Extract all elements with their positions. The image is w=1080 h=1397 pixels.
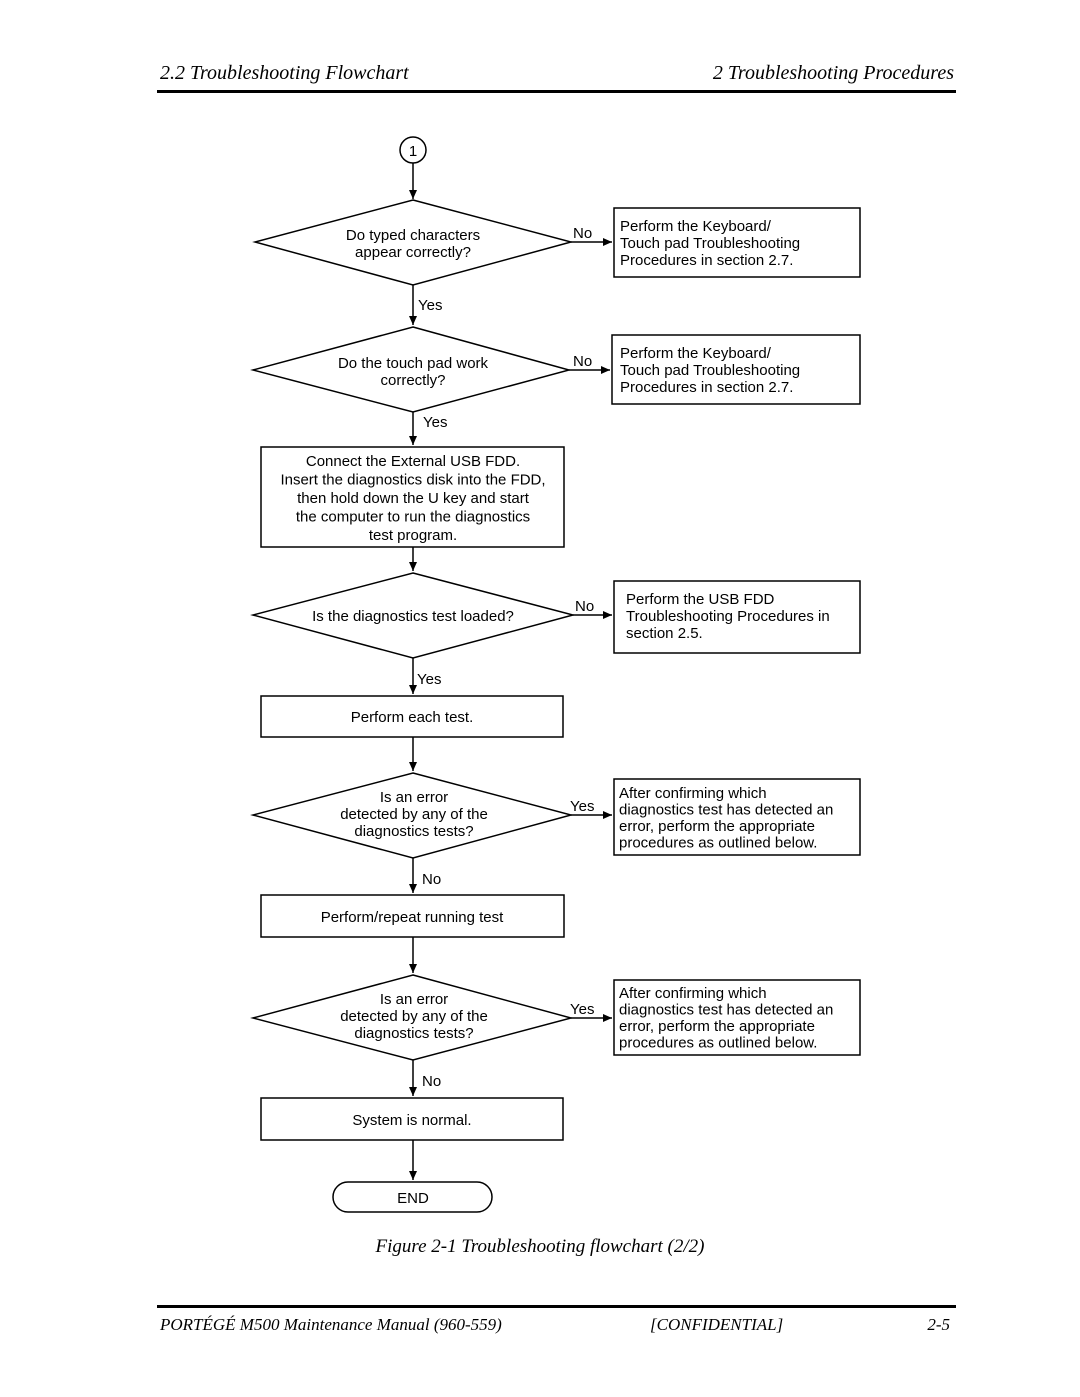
r2-text-line-2: Touch pad Troubleshooting <box>620 362 801 379</box>
p1-text-line-4: the computer to run the diagnostics <box>295 508 531 526</box>
p3-text <box>321 909 504 926</box>
q4-text-line-1: Is an error <box>379 789 449 806</box>
p2-text <box>351 709 474 726</box>
q4-text-line-3: diagnostics tests? <box>354 823 474 840</box>
q5-text-line-3: diagnostics tests? <box>354 1025 474 1042</box>
footer-rule <box>157 1305 956 1308</box>
r2-text-line-3: Procedures in section 2.7. <box>620 379 794 396</box>
r5-text-line-2: diagnostics test has detected an <box>619 1001 834 1019</box>
r5-text-line-4: procedures as outlined below. <box>619 1034 818 1052</box>
p1-text-line-1: Connect the External USB FDD. <box>305 453 521 470</box>
end-label: END <box>397 1190 429 1207</box>
q3-text-line-1: Is the diagnostics test loaded? <box>312 608 514 625</box>
q5-text-line-2: detected by any of the <box>340 1008 488 1025</box>
r5-text-line-3: error, perform the appropriate <box>619 1018 815 1035</box>
header-section-title: 2.2 Troubleshooting Flowchart <box>160 62 409 84</box>
q2-text-line-1: Do the touch pad work <box>337 355 489 372</box>
q4-text-line-2: detected by any of the <box>340 806 488 823</box>
r1-text-line-3: Procedures in section 2.7. <box>620 252 794 269</box>
r4-text-line-3: error, perform the appropriate <box>619 818 815 835</box>
q5-no-label: No <box>422 1073 442 1090</box>
p4-text <box>352 1112 471 1129</box>
q5-text-line-1: Is an error <box>379 991 449 1008</box>
start-connector-label: 1 <box>408 143 418 160</box>
q1-yes-label: Yes <box>418 297 443 314</box>
r1-text-line-2: Touch pad Troubleshooting <box>620 235 801 252</box>
p4-text-line-1: System is normal. <box>352 1112 472 1129</box>
footer-confidential: [CONFIDENTIAL] <box>650 1315 784 1334</box>
r1-text-line-1: Perform the Keyboard/ <box>620 218 771 235</box>
header-chapter-title: 2 Troubleshooting Procedures <box>712 62 954 84</box>
footer-page-number: 2-5 <box>927 1315 950 1334</box>
r3-text-line-3: section 2.5. <box>626 625 703 642</box>
q4-yes-label: Yes <box>570 798 595 815</box>
r4-text-line-2: diagnostics test has detected an <box>619 801 834 819</box>
q3-yes-label: Yes <box>417 671 442 688</box>
q2-text-line-2: correctly? <box>380 372 446 389</box>
r2-text-line-1: Perform the Keyboard/ <box>620 345 771 362</box>
q1-text-line-1: Do typed characters <box>345 227 481 244</box>
q1-no-label: No <box>573 225 593 242</box>
q2-yes-label: Yes <box>423 414 448 431</box>
p3-text-line-1: Perform/repeat running test <box>320 909 504 926</box>
footer-manual-title: PORTÉGÉ M500 Maintenance Manual (960-559) <box>160 1315 502 1334</box>
r3-text-line-2: Troubleshooting Procedures in <box>626 608 830 625</box>
p1-text-line-3: then hold down the U key and start <box>297 490 529 507</box>
q4-no-label: No <box>422 871 442 888</box>
q5-yes-label: Yes <box>570 1001 595 1018</box>
q3-no-label: No <box>575 598 595 615</box>
p1-text-line-2: Insert the diagnostics disk into the FDD, <box>280 471 546 489</box>
figure-caption: Figure 2-1 Troubleshooting flowchart (2/2) <box>375 1236 705 1257</box>
r4-text-line-4: procedures as outlined below. <box>619 834 818 852</box>
q3-text <box>312 608 514 625</box>
q1-text-line-2: appear correctly? <box>355 244 471 261</box>
p1-text-line-5: test program. <box>368 527 458 544</box>
r3-text-line-1: Perform the USB FDD <box>626 591 775 608</box>
q1-text <box>346 227 480 261</box>
q2-no-label: No <box>573 353 593 370</box>
r5-text-line-1: After confirming which <box>619 985 767 1002</box>
r4-text-line-1: After confirming which <box>619 785 767 802</box>
p2-text-line-1: Perform each test. <box>350 709 474 726</box>
